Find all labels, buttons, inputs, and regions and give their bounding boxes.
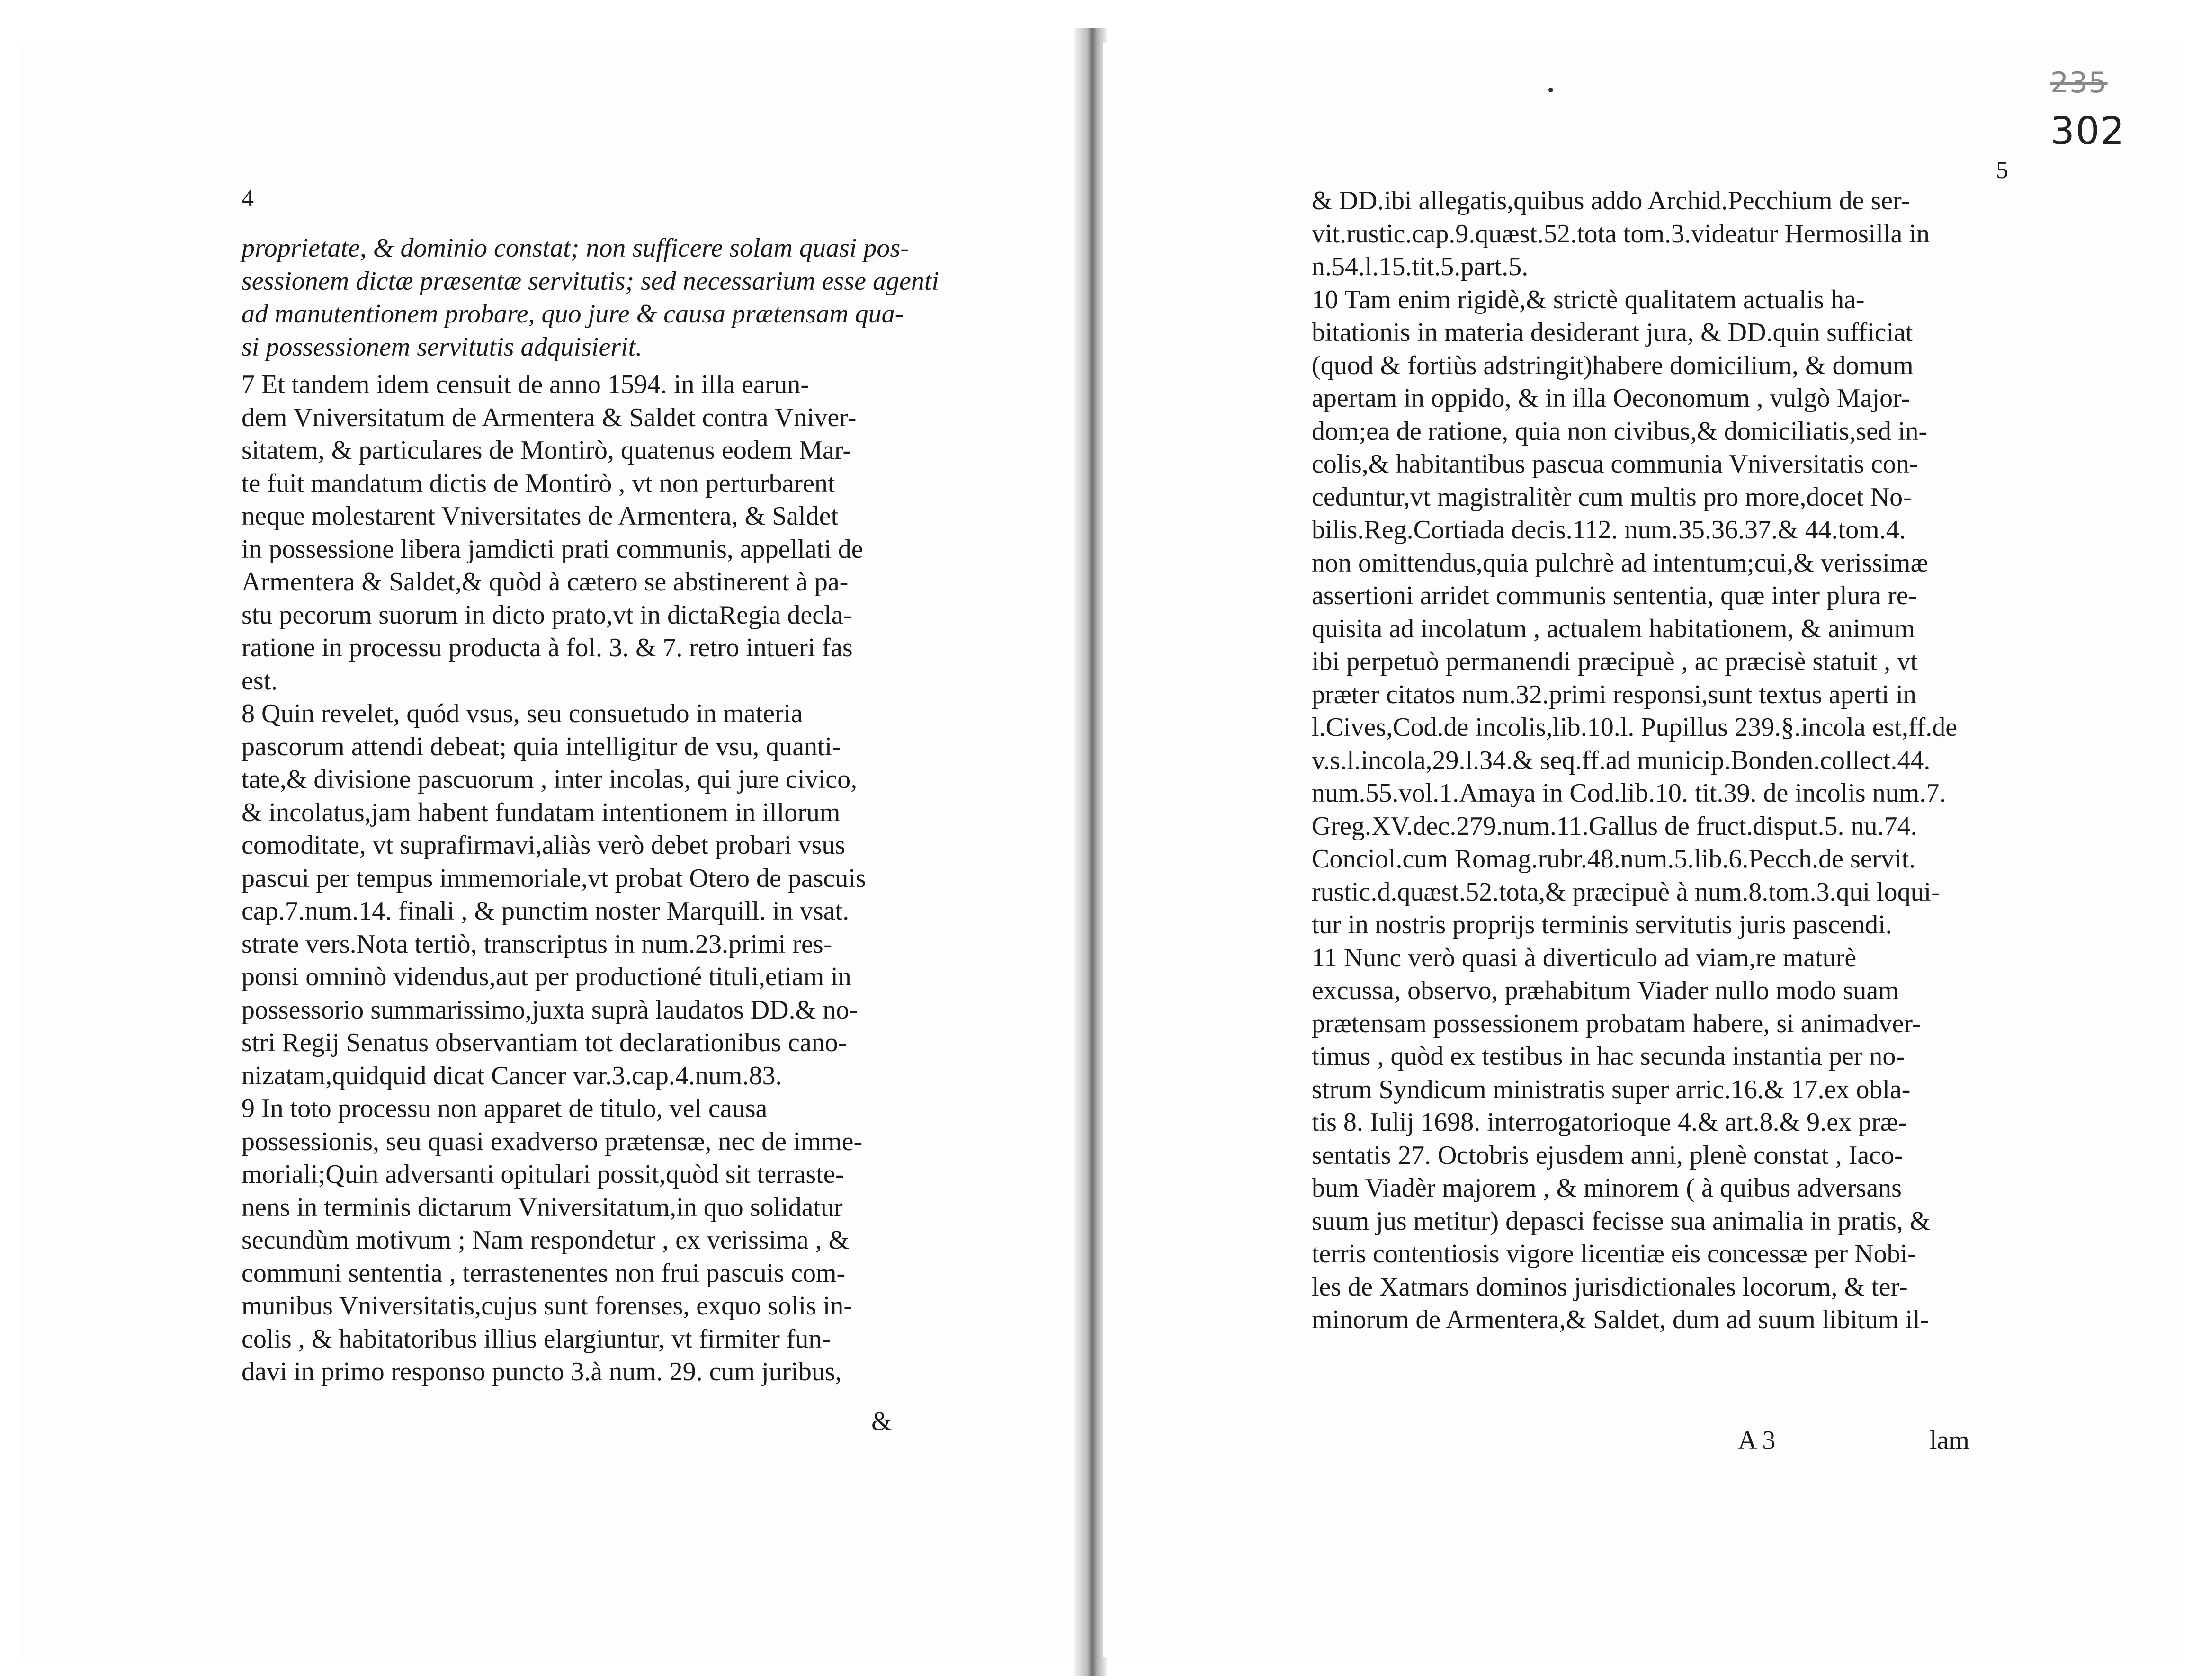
- text-line: moriali;Quin adversanti opitulari possit,quòd sit terraste-: [242, 1160, 844, 1189]
- text-line: Greg.XV.dec.279.num.11.Gallus de fruct.disput.5. nu.74.: [1312, 811, 1917, 841]
- text-line: minorum de Armentera,& Saldet, dum ad suum libitum il-: [1312, 1305, 1929, 1334]
- text-line: v.s.l.incola,29.l.34.& seq.ff.ad municip.Bonden.collect.44.: [1312, 745, 1931, 775]
- text-line: strum Syndicum ministratis super arric.16.& 17.ex obla-: [1312, 1074, 1911, 1104]
- ink-dot: [1548, 88, 1553, 92]
- right-page: [1103, 43, 2182, 1657]
- text-line: & DD.ibi allegatis,quibus addo Archid.Pecchium de ser-: [1312, 186, 1910, 215]
- text-line: bitationis in materia desiderant jura, & DD.quin sufficiat: [1312, 318, 1913, 347]
- text-line: tis 8. Iulij 1698. interrogatorioque 4.& art.8.& 9.ex præ-: [1312, 1108, 1907, 1137]
- text-line: terris contentiosis vigore licentiæ eis concessæ per Nobi-: [1312, 1239, 1916, 1269]
- text-line: rustic.d.quæst.52.tota,& præcipuè à num.8.tom.3.qui loqui-: [1312, 877, 1940, 907]
- catchword: &: [871, 1407, 892, 1436]
- text-line: communi sententia , terrastenentes non frui pascuis com-: [242, 1258, 846, 1288]
- text-line: Conciol.cum Romag.rubr.48.num.5.lib.6.Pecch.de servit.: [1312, 844, 1916, 874]
- text-line: non omittendus,quia pulchrè ad intentum;cui,& verissimæ: [1312, 548, 1928, 578]
- text-line: sentatis 27. Octobris ejusdem anni, plenè constat , Iaco-: [1312, 1140, 1903, 1170]
- text-line: 9 In toto processu non apparet de titulo, vel causa: [242, 1094, 768, 1123]
- heading-line: si possessionem servitutis adquisierit.: [242, 332, 643, 362]
- page-number: 4: [242, 185, 254, 212]
- text-line: pascui per tempus immemoriale,vt probat Otero de pascuis: [242, 863, 866, 893]
- text-line: dem Vniversitatum de Armentera & Saldet contra Vniver-: [242, 402, 857, 432]
- text-line: dom;ea de ratione, quia non civibus,& domiciliatis,sed in-: [1312, 416, 1928, 446]
- text-line: suum jus metitur) depasci fecisse sua animalia in pratis, &: [1312, 1206, 1931, 1236]
- text-line: num.55.vol.1.Amaya in Cod.lib.10. tit.39. de incolis num.7.: [1312, 778, 1946, 808]
- text-line: stu pecorum suorum in dicto prato,vt in dictaRegia decla-: [242, 600, 852, 630]
- heading-line: sessionem dictæ præsentæ servitutis; sed necessarium esse agenti: [242, 266, 939, 296]
- text-line: assertioni arridet communis sententia, quæ inter plura re-: [1312, 581, 1917, 610]
- signature-mark: A 3: [1738, 1426, 1776, 1455]
- text-line: ibi perpetuò permanendi præcipuè , ac præcisè statuit , vt: [1312, 647, 1918, 676]
- text-line: nens in terminis dictarum Vniversitatum,in quo solidatur: [242, 1192, 843, 1222]
- text-line: præter citatos num.32.primi responsi,sunt textus aperti in: [1312, 679, 1916, 709]
- text-line: apertam in oppido, & in illa Oeconomum , vulgò Major-: [1312, 384, 1910, 413]
- text-line: neque molestarent Vniversitates de Armentera, & Saldet: [242, 501, 839, 531]
- page-number: 5: [1996, 157, 2008, 184]
- text-line: bilis.Reg.Cortiada decis.112. num.35.36.37.& 44.tom.4.: [1312, 515, 1906, 545]
- text-line: pascorum attendi debeat; quia intelligitur de vsu, quanti-: [242, 732, 841, 761]
- catchword: lam: [1930, 1426, 1969, 1455]
- text-line: comoditate, vt suprafirmavi,aliàs verò debet probari vsus: [242, 831, 846, 860]
- text-line: tate,& divisione pascuorum , inter incolas, qui jure civico,: [242, 765, 858, 794]
- text-line: 8 Quin revelet, quód vsus, seu consuetudo in materia: [242, 699, 803, 728]
- text-line: les de Xatmars dominos jurisdictionales locorum, & ter-: [1312, 1272, 1908, 1302]
- text-line: possessorio summarissimo,juxta suprà laudatos DD.& no-: [242, 995, 858, 1025]
- text-line: munibus Vniversitatis,cujus sunt forenses, exquo solis in-: [242, 1291, 852, 1321]
- text-line: sitatem, & particulares de Montirò, quatenus eodem Mar-: [242, 436, 852, 465]
- text-line: quisita ad incolatum , actualem habitationem, & animum: [1312, 614, 1915, 643]
- text-line: Armentera & Saldet,& quòd à cætero se abstinerent à pa-: [242, 567, 849, 597]
- struck-folio-number: 235: [2050, 66, 2108, 99]
- text-line: colis , & habitatoribus illius elargiuntur, vt firmiter fun-: [242, 1324, 831, 1354]
- text-line: secundùm motivum ; Nam respondetur , ex verissima , &: [242, 1225, 850, 1255]
- text-line: l.Cives,Cod.de incolis,lib.10.l. Pupillus 239.§.incola est,ff.de: [1312, 713, 1958, 742]
- heading-line: proprietate, & dominio constat; non sufficere solam quasi pos-: [242, 233, 909, 263]
- text-line: 11 Nunc verò quasi à diverticulo ad viam,re maturè: [1312, 943, 1857, 973]
- text-line: & incolatus,jam habent fundatam intentionem in illorum: [242, 797, 841, 827]
- text-line: n.54.l.15.tit.5.part.5.: [1312, 252, 1529, 281]
- text-line: cap.7.num.14. finali , & punctim noster Marquill. in vsat.: [242, 896, 850, 926]
- book-gutter: [1074, 28, 1107, 1676]
- text-line: 7 Et tandem idem censuit de anno 1594. in illa earun-: [242, 370, 809, 399]
- text-line: ceduntur,vt magistralitèr cum multis pro more,docet No-: [1312, 482, 1912, 512]
- text-line: excussa, observo, præhabitum Viader nullo modo suam: [1312, 976, 1899, 1005]
- text-line: timus , quòd ex testibus in hac secunda instantia per no-: [1312, 1042, 1905, 1071]
- text-line: ratione in processu producta à fol. 3. & 7. retro intueri fas: [242, 633, 853, 662]
- left-body-text: [242, 368, 938, 1389]
- heading-line: ad manutentionem probare, quo jure & causa prætensam qua-: [242, 299, 904, 329]
- text-line: vit.rustic.cap.9.quæst.52.tota tom.3.videatur Hermosilla in: [1312, 219, 1930, 249]
- text-line: colis,& habitantibus pascua communia Vniversitatis con-: [1312, 449, 1918, 479]
- text-line: est.: [242, 666, 278, 696]
- text-line: stri Regij Senatus observantiam tot declarationibus cano-: [242, 1028, 847, 1057]
- text-line: prætensam possessionem probatam habere, si animadver-: [1312, 1009, 1921, 1038]
- text-line: 10 Tam enim rigidè,& strictè qualitatem actualis ha-: [1312, 285, 1865, 314]
- handwritten-folio-number: 302: [2050, 109, 2126, 153]
- text-line: in possessione libera jamdicti prati communis, appellati de: [242, 534, 863, 564]
- text-line: te fuit mandatum dictis de Montirò , vt non perturbarent: [242, 468, 835, 498]
- text-line: possessionis, seu quasi exadverso prætensæ, nec de imme-: [242, 1126, 863, 1156]
- text-line: davi in primo responso puncto 3.à num. 29. cum juribus,: [242, 1357, 842, 1386]
- text-line: ponsi omninò videndus,aut per productioné tituli,etiam in: [242, 962, 851, 992]
- text-line: strate vers.Nota tertiò, transcriptus in num.23.primi res-: [242, 929, 832, 959]
- text-line: (quod & fortiùs adstringit)habere domicilium, & domum: [1312, 350, 1914, 380]
- left-page: [19, 43, 1080, 1657]
- text-line: nizatam,quidquid dicat Cancer var.3.cap.4.num.83.: [242, 1061, 782, 1090]
- italic-heading: [242, 232, 938, 364]
- right-body-text: [1312, 185, 2022, 1337]
- text-line: bum Viadèr majorem , & minorem ( à quibus adversans: [1312, 1173, 1902, 1203]
- text-line: tur in nostris proprijs terminis servitutis juris pascendi.: [1312, 910, 1892, 939]
